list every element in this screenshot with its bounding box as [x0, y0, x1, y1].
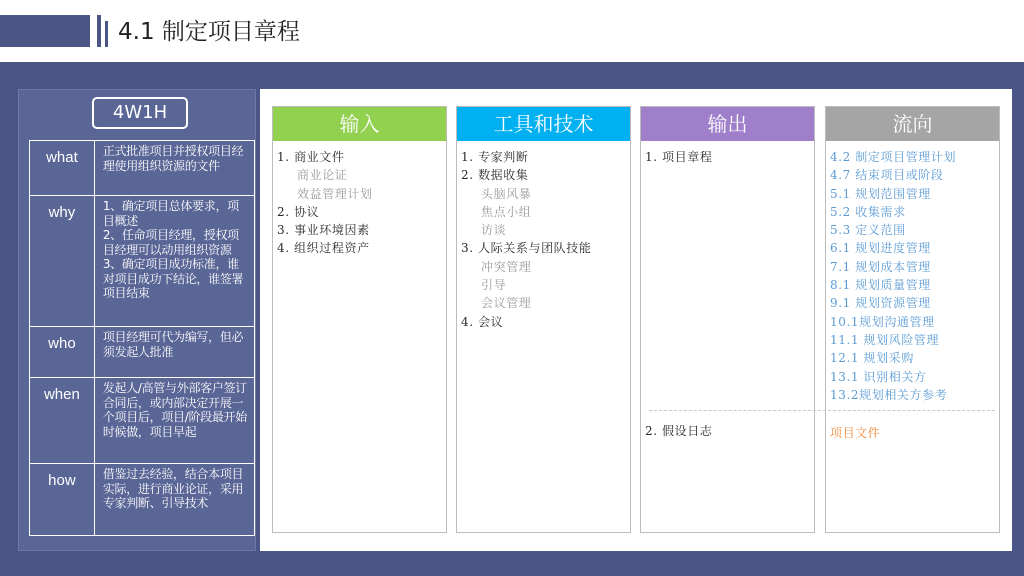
- list-item: 1. 专家判断: [461, 150, 529, 164]
- row-value-when: 发起人/高管与外部客户签订合同后，或内部决定开展一个项目后，项目/阶段最开始时候做，项目早起: [94, 378, 254, 464]
- list-item: 2. 数据收集: [461, 168, 529, 183]
- input-list: [273, 141, 446, 258]
- list-item: 6.1 规划进度管理: [830, 241, 931, 256]
- list-item: 13.2规划相关方参考: [830, 387, 948, 402]
- list-item: 会议管理: [481, 296, 532, 311]
- row-value-how: 借鉴过去经验，结合本项目实际，进行商业论证，采用专家判断、引导技术: [94, 464, 254, 536]
- list-item: 焦点小组: [481, 204, 532, 219]
- list-item: 冲突管理: [481, 259, 532, 274]
- page-title: 4.1 制定项目章程: [118, 19, 300, 45]
- list-item: 7.1 规划成本管理: [830, 259, 931, 274]
- table-row: [30, 327, 255, 378]
- row-key-why: why: [30, 196, 95, 327]
- output-header: 输出: [641, 107, 814, 141]
- output-list: [641, 141, 814, 166]
- list-item: 5.3 定义范围: [830, 223, 906, 238]
- output-column: [640, 106, 815, 533]
- list-item: 12.1 规划采购: [830, 351, 914, 366]
- list-item: 9.1 规划资源管理: [830, 296, 931, 311]
- list-item: 13.1 识别相关方: [830, 369, 927, 384]
- list-item: 5.2 收集需求: [830, 204, 906, 219]
- list-item: 1. 商业文件: [277, 150, 345, 164]
- list-item: 8.1 规划质量管理: [830, 278, 931, 293]
- list-item: 3. 事业环境因素: [277, 223, 370, 238]
- list-item: 4.2 制定项目管理计划: [830, 150, 957, 164]
- list-item: 5.1 规划范围管理: [830, 186, 931, 201]
- flow-docs-item: 项目文件: [830, 426, 881, 440]
- row-value-why: 1、确定项目总体要求，项目概述 2、任命项目经理，授权项目经理可以动用组织资源 3、确定项目成功标准，谁对项目成功下结论，谁签署项目结束: [94, 196, 254, 327]
- flow-column: [825, 106, 1000, 533]
- row-key-who: who: [30, 327, 95, 378]
- list-item: 引导: [481, 278, 507, 293]
- tools-column: [456, 106, 631, 533]
- dashed-divider: [649, 410, 995, 411]
- list-item: 商业论证: [297, 168, 348, 183]
- table-row: [30, 378, 255, 464]
- table-row: [30, 141, 255, 196]
- list-item: 4.7 结束项目或阶段: [830, 168, 944, 183]
- list-item: 2. 协议: [277, 204, 320, 219]
- tools-header: 工具和技术: [457, 107, 630, 141]
- list-item: 3. 人际关系与团队技能: [461, 241, 592, 256]
- 4w1h-title: 4W1H: [92, 97, 188, 129]
- header-divider-thick: [97, 15, 101, 47]
- row-key-what: what: [30, 141, 95, 196]
- list-item: 效益管理计划: [297, 186, 373, 201]
- list-item: 访谈: [481, 223, 507, 238]
- input-header: 输入: [273, 107, 446, 141]
- row-value-what: 正式批准项目并授权项目经理使用组织资源的文件: [94, 141, 254, 196]
- header-accent-bar: [0, 15, 90, 47]
- list-item: 1. 项目章程: [645, 150, 713, 164]
- header-divider-thin: [105, 21, 108, 47]
- row-key-when: when: [30, 378, 95, 464]
- tools-list: [457, 141, 630, 331]
- table-row: [30, 464, 255, 536]
- list-item: 2. 假设日志: [645, 424, 713, 438]
- 4w1h-table: [29, 140, 255, 536]
- table-row: [30, 196, 255, 327]
- list-item: 11.1 规划风险管理: [830, 332, 940, 347]
- row-value-who: 项目经理可代为编写，但必须发起人批准: [94, 327, 254, 378]
- list-item: 4. 会议: [461, 314, 504, 329]
- list-item: 4. 组织过程资产: [277, 241, 370, 256]
- row-key-how: how: [30, 464, 95, 536]
- list-item: 头脑风暴: [481, 186, 532, 201]
- flow-header: 流向: [826, 107, 999, 141]
- list-item: 10.1规划沟通管理: [830, 314, 935, 329]
- input-column: [272, 106, 447, 533]
- flow-list: [826, 141, 999, 404]
